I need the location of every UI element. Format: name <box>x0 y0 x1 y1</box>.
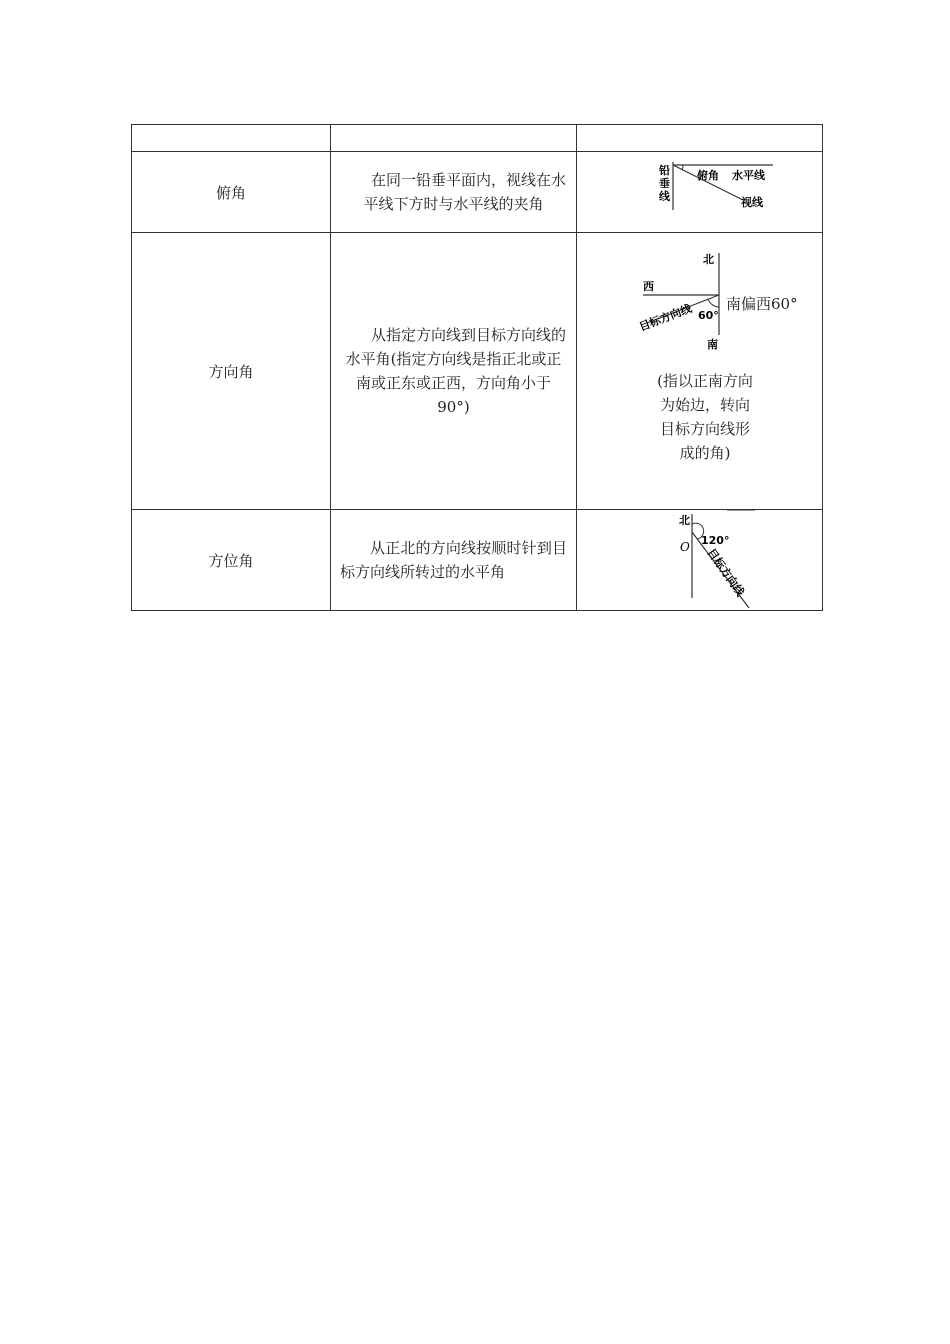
north-label: 北 <box>679 514 690 527</box>
table-row <box>132 152 823 233</box>
definition-cell <box>331 152 577 233</box>
vertical-label-char: 铅 <box>659 164 670 177</box>
angle-arc <box>682 165 683 170</box>
vertical-label-char: 垂 <box>659 177 670 190</box>
azimuth-figure <box>577 510 822 611</box>
angle-arc <box>708 299 719 307</box>
definition-text: 从指定方向线到目标方向线的水平角(指定方向线是指正北或正南或正东或正西，方向角小于90°) <box>345 326 566 416</box>
target-line-label: 目标方向线 <box>637 301 694 334</box>
vertical-line-label <box>659 163 670 177</box>
term-cell: 俯角 <box>132 152 331 233</box>
north-label: 北 <box>703 253 714 266</box>
horizontal-line-label: 水平线 <box>732 169 765 182</box>
table-row <box>132 233 823 510</box>
south-label: 南 <box>707 338 718 351</box>
figure-cell <box>577 152 823 233</box>
figure-cell <box>577 510 823 611</box>
term-cell: 方位角 <box>132 510 331 611</box>
depression-angle-figure <box>577 152 822 228</box>
angle-value-label: 60° <box>698 309 719 322</box>
definition-cell <box>331 233 577 510</box>
angle-label: 俯角 <box>697 169 719 182</box>
angle-value-label: 120° <box>701 534 730 547</box>
table-row <box>132 510 823 611</box>
vertical-label-char: 线 <box>659 190 670 203</box>
definition-cell <box>331 510 577 611</box>
term-cell: 方向角 <box>132 233 331 510</box>
direction-note: (指以正南方向为始边，转向目标方向线形成的角) <box>657 372 753 462</box>
west-label: 西 <box>643 280 654 293</box>
direction-statement: 南偏西60° <box>726 295 798 313</box>
definition-text: 在同一铅垂平面内，视线在水平线下方时与水平线的夹角 <box>363 171 566 213</box>
header-cell-2 <box>331 125 577 152</box>
header-cell-1 <box>132 125 331 152</box>
target-line-label: 目标方向线 <box>704 546 747 599</box>
sight-line-label: 视线 <box>741 196 763 209</box>
figure-cell <box>577 233 823 510</box>
header-row <box>132 125 823 152</box>
origin-label: O <box>680 540 690 554</box>
angle-definitions-table <box>131 124 823 611</box>
header-cell-3 <box>577 125 823 152</box>
definition-text: 从正北的方向线按顺时针到目标方向线所转过的水平角 <box>340 539 567 581</box>
